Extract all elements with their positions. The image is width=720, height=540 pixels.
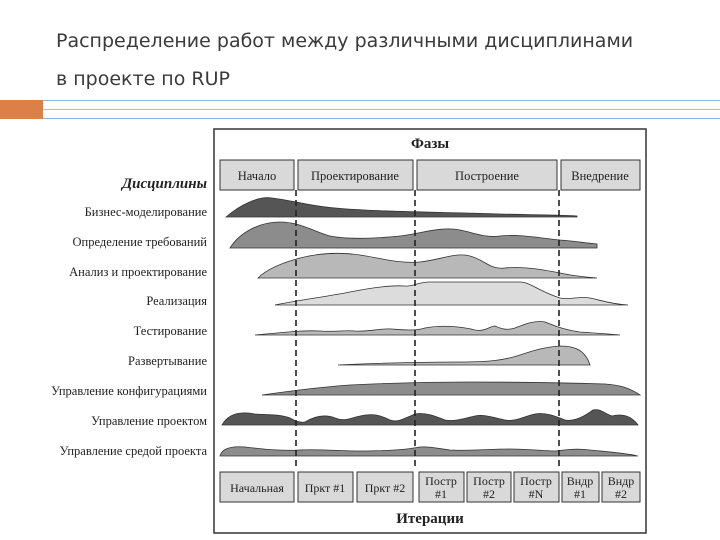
phase-label-transition: Внедрение xyxy=(571,169,629,183)
iteration-label-trans-1-bottom: #1 xyxy=(574,487,586,501)
discipline-label-analysis-design: Анализ и проектирование xyxy=(69,265,207,279)
iteration-label-const-2-top: Постр xyxy=(473,474,505,488)
iteration-label-const-1-bottom: #1 xyxy=(435,487,447,501)
discipline-label-project-management: Управление проектом xyxy=(91,414,207,428)
iteration-label-elab-1: Пркт #1 xyxy=(304,481,346,495)
discipline-label-requirements: Определение требований xyxy=(72,235,207,249)
iteration-label-const-n-bottom: #N xyxy=(528,487,544,501)
iteration-label-const-1-top: Постр xyxy=(425,474,457,488)
iteration-label-const-2-bottom: #2 xyxy=(483,487,495,501)
discipline-label-testing: Тестирование xyxy=(133,324,207,338)
discipline-label-implementation: Реализация xyxy=(146,294,207,308)
iteration-label-initial: Начальная xyxy=(230,481,284,495)
disciplines-header: Дисциплины xyxy=(121,176,207,192)
iteration-label-trans-2-bottom: #2 xyxy=(615,487,627,501)
discipline-label-environment: Управление средой проекта xyxy=(59,444,207,458)
slide-title-line-1: Распределение работ между различными дисциплинами xyxy=(56,30,634,52)
slide-title-line-2: в проекте по RUP xyxy=(56,68,230,90)
discipline-label-deployment: Развертывание xyxy=(128,354,207,368)
iteration-label-trans-2-top: Вндр xyxy=(607,474,635,488)
iterations-header: Итерации xyxy=(396,511,464,527)
iteration-label-trans-1-top: Вндр xyxy=(566,474,594,488)
iteration-label-const-n-top: Постр xyxy=(520,474,552,488)
discipline-label-configuration-management: Управление конфигурациями xyxy=(51,384,207,398)
phase-label-inception: Начало xyxy=(237,169,277,183)
iteration-label-elab-2: Пркт #2 xyxy=(364,481,406,495)
phase-label-construction: Построение xyxy=(455,169,519,183)
iteration-boxes xyxy=(220,472,640,502)
phases-header: Фазы xyxy=(410,136,450,152)
discipline-label-business-modeling: Бизнес-моделирование xyxy=(84,205,207,219)
discipline-labels xyxy=(51,205,207,458)
phase-label-elaboration: Проектирование xyxy=(310,169,400,183)
phase-boxes xyxy=(220,160,640,190)
